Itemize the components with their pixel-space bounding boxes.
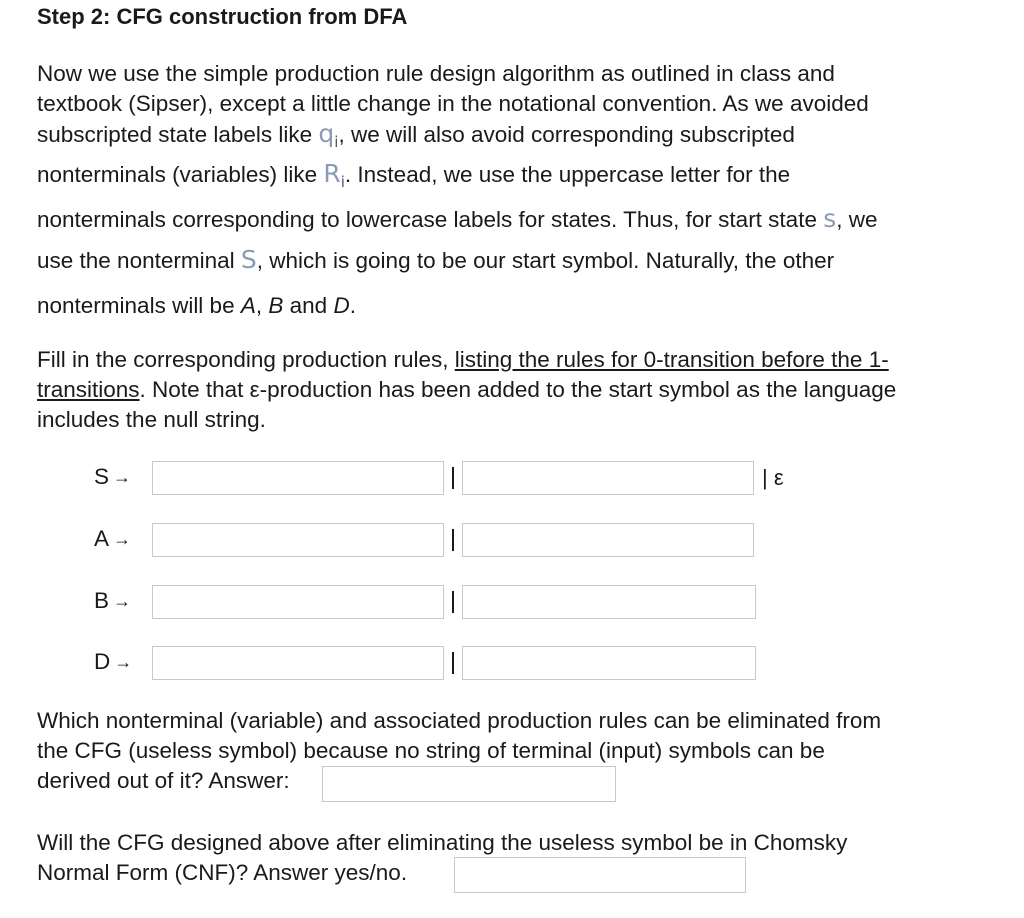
r-i-symbol: $R_i$: [323, 159, 345, 191]
nonterminal-b: B: [268, 293, 284, 318]
rule-lhs-b: B →: [94, 588, 132, 613]
fill-line-3: includes the null string.: [37, 407, 266, 432]
rule-a-first-input[interactable]: [152, 523, 444, 557]
s-lower-symbol: s: [823, 204, 837, 233]
intro-line-1: Now we use the simple production rule design algorithm as outlined in class and: [37, 61, 835, 86]
cnf-answer-input[interactable]: [454, 857, 746, 893]
fill-line-1: Fill in the corresponding production rules, listing the rules for 0-transition before the 1-: [37, 347, 889, 372]
s-upper-symbol: S: [240, 245, 257, 274]
question1-line-2: the CFG (useless symbol) because no string of terminal (input) symbols can be: [37, 738, 825, 763]
q-i-symbol: $q_i$: [318, 119, 339, 151]
rule-a-second-input[interactable]: [462, 523, 754, 557]
rule-s-second-input[interactable]: [462, 461, 754, 495]
nonterminal-d: D: [333, 293, 350, 318]
intro-line-7: nonterminals will be A, B and D.: [37, 293, 356, 318]
rule-lhs-a: A →: [94, 526, 132, 551]
useless-symbol-answer-input[interactable]: [322, 766, 616, 802]
nonterminal-a: A: [240, 293, 256, 318]
intro-line-2: textbook (Sipser), except a little change in the notational convention. As we avoided: [37, 91, 869, 116]
rule-lhs-d: D →: [94, 649, 133, 674]
page-title: Step 2: CFG construction from DFA: [37, 4, 408, 29]
intro-line-5: nonterminals corresponding to lowercase labels for states. Thus, for start state s, we: [37, 204, 878, 233]
rule-s-separator: [452, 467, 454, 489]
intro-line-6: use the nonterminal S, which is going to be our start symbol. Naturally, the other: [37, 245, 835, 274]
intro-line-4: nonterminals (variables) like $R_i$. Instead, we use the uppercase letter for the: [37, 159, 791, 191]
rule-d-second-input[interactable]: [462, 646, 756, 680]
rule-b-first-input[interactable]: [152, 585, 444, 619]
rule-a-separator: [452, 529, 454, 551]
epsilon-production: | ε: [762, 465, 784, 490]
underlined-instruction-cont: transitions: [37, 377, 140, 402]
rule-d-first-input[interactable]: [152, 646, 444, 680]
rule-d-separator: [452, 652, 454, 674]
question2-line-2: Normal Form (CNF)? Answer yes/no.: [37, 860, 408, 885]
rule-lhs-s: S →: [94, 464, 132, 489]
rule-b-separator: [452, 591, 454, 613]
rule-b-second-input[interactable]: [462, 585, 756, 619]
question2-line-1: Will the CFG designed above after eliminating the useless symbol be in Chomsky: [37, 830, 848, 855]
underlined-instruction: listing the rules for 0-transition before the 1-: [454, 347, 889, 372]
intro-line-3: subscripted state labels like $q_i$, we will also avoid corresponding subscripted: [37, 119, 795, 151]
question1-line-3: derived out of it? Answer:: [37, 768, 290, 793]
fill-line-2: transitions. Note that ε-production has been added to the start symbol as the language: [37, 377, 897, 402]
question1-line-1: Which nonterminal (variable) and associated production rules can be eliminated from: [37, 708, 882, 733]
rule-s-first-input[interactable]: [152, 461, 444, 495]
